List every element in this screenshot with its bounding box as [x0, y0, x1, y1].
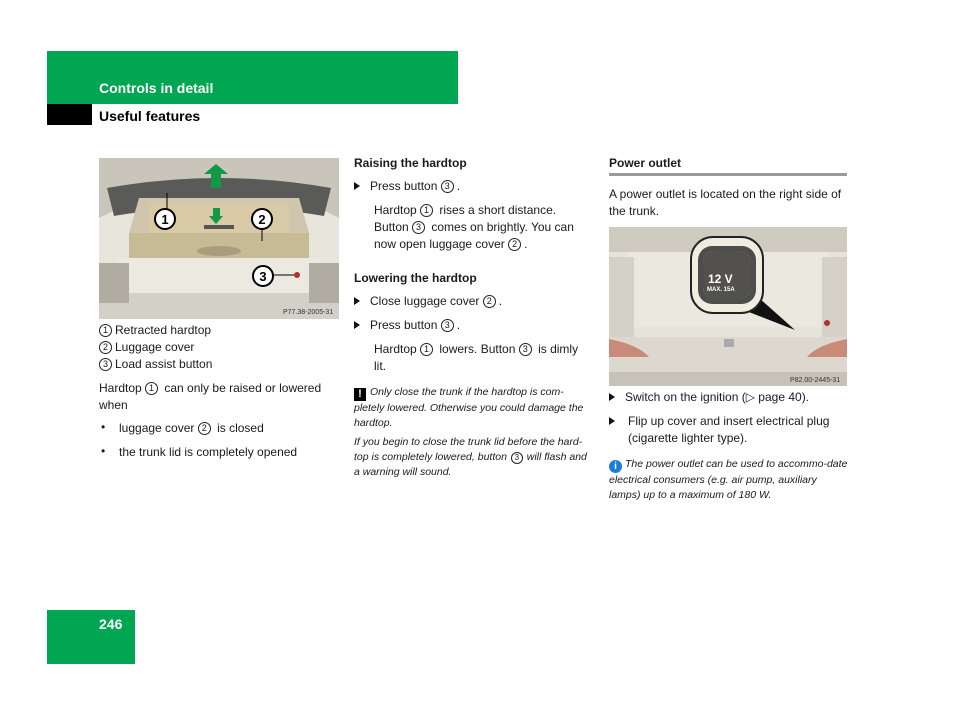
warning-note: ! Only close the trunk if the hardtop is com-pletely lowered. Otherwise you could damage the hardtop.: [354, 386, 584, 429]
subsection-title: Useful features: [99, 108, 201, 124]
step-arrow-icon: [609, 417, 615, 425]
power-step-text: Flip up cover and insert electrical plug (cigarette lighter type).: [628, 414, 830, 445]
heading-rule: [609, 173, 847, 176]
figure-code: P77.38-2005-31: [283, 309, 334, 316]
lowering-step: Close luggage cover 2 .: [354, 293, 502, 310]
power-step: Switch on the ignition (▷ page 40).: [609, 389, 809, 406]
figure-code: P82.00-2445-31: [790, 377, 841, 384]
power-step: [609, 413, 625, 430]
warning-note-2: If you begin to close the trunk lid before the hard-top is completely lowered, button 3 will flash and a warning will sound.: [354, 436, 587, 478]
hardtop-condition-intro: Hardtop 1 can only be raised or lowered when: [99, 381, 322, 412]
step-arrow-icon: [609, 393, 615, 401]
section-title: Controls in detail: [99, 80, 214, 96]
raising-heading: Raising the hardtop: [354, 156, 467, 170]
page-reference-link[interactable]: ▷ page 40: [745, 390, 802, 404]
header-tab-marker: [47, 104, 92, 125]
step-arrow-icon: [354, 297, 360, 305]
power-outlet-heading: Power outlet: [609, 156, 682, 170]
callout-1: [155, 209, 175, 229]
bullet-dot: •: [101, 420, 106, 434]
legend-item: 2 Luggage cover: [99, 339, 194, 356]
lowering-detail: Hardtop 1 lowers. Button 3 is dimly lit.: [374, 342, 579, 373]
info-icon: i: [609, 460, 622, 473]
header-band: [47, 51, 458, 104]
step-arrow-icon: [354, 321, 360, 329]
power-outlet-intro: A power outlet is located on the right side of the trunk.: [609, 187, 842, 218]
legend-item: 1 Retracted hardtop: [99, 322, 211, 339]
socket-label: 12 V: [708, 272, 733, 286]
bullet-dot: •: [101, 444, 106, 458]
condition-bullet: luggage cover 2 is closed: [119, 421, 264, 435]
page-number: 246: [99, 616, 123, 632]
raising-detail: Hardtop 1 rises a short distance. Button 3 comes on brightly. You can now open luggage cover 2 .: [374, 203, 574, 251]
callout-2: [252, 209, 272, 229]
lowering-step: Press button 3 .: [354, 317, 460, 334]
info-note: i The power outlet can be used to accommo-date electrical consumers (e.g. air pump, auxiliary lamps) up to a maximum of 180 W.: [609, 458, 848, 501]
power-outlet-figure: [609, 227, 847, 386]
legend-item: 3 Load assist button: [99, 356, 212, 373]
callout-3: [253, 266, 273, 286]
svg-text:1: 1: [161, 212, 169, 227]
socket-rating: MAX. 15A: [707, 287, 735, 293]
raising-step: Press button 3 .: [354, 178, 460, 195]
trunk-figure: [99, 158, 339, 319]
step-arrow-icon: [354, 182, 360, 190]
svg-text:2: 2: [258, 212, 266, 227]
condition-bullet: the trunk lid is completely opened: [119, 445, 298, 459]
svg-text:3: 3: [259, 269, 267, 284]
warning-icon: !: [354, 388, 366, 401]
lowering-heading: Lowering the hardtop: [354, 271, 477, 285]
